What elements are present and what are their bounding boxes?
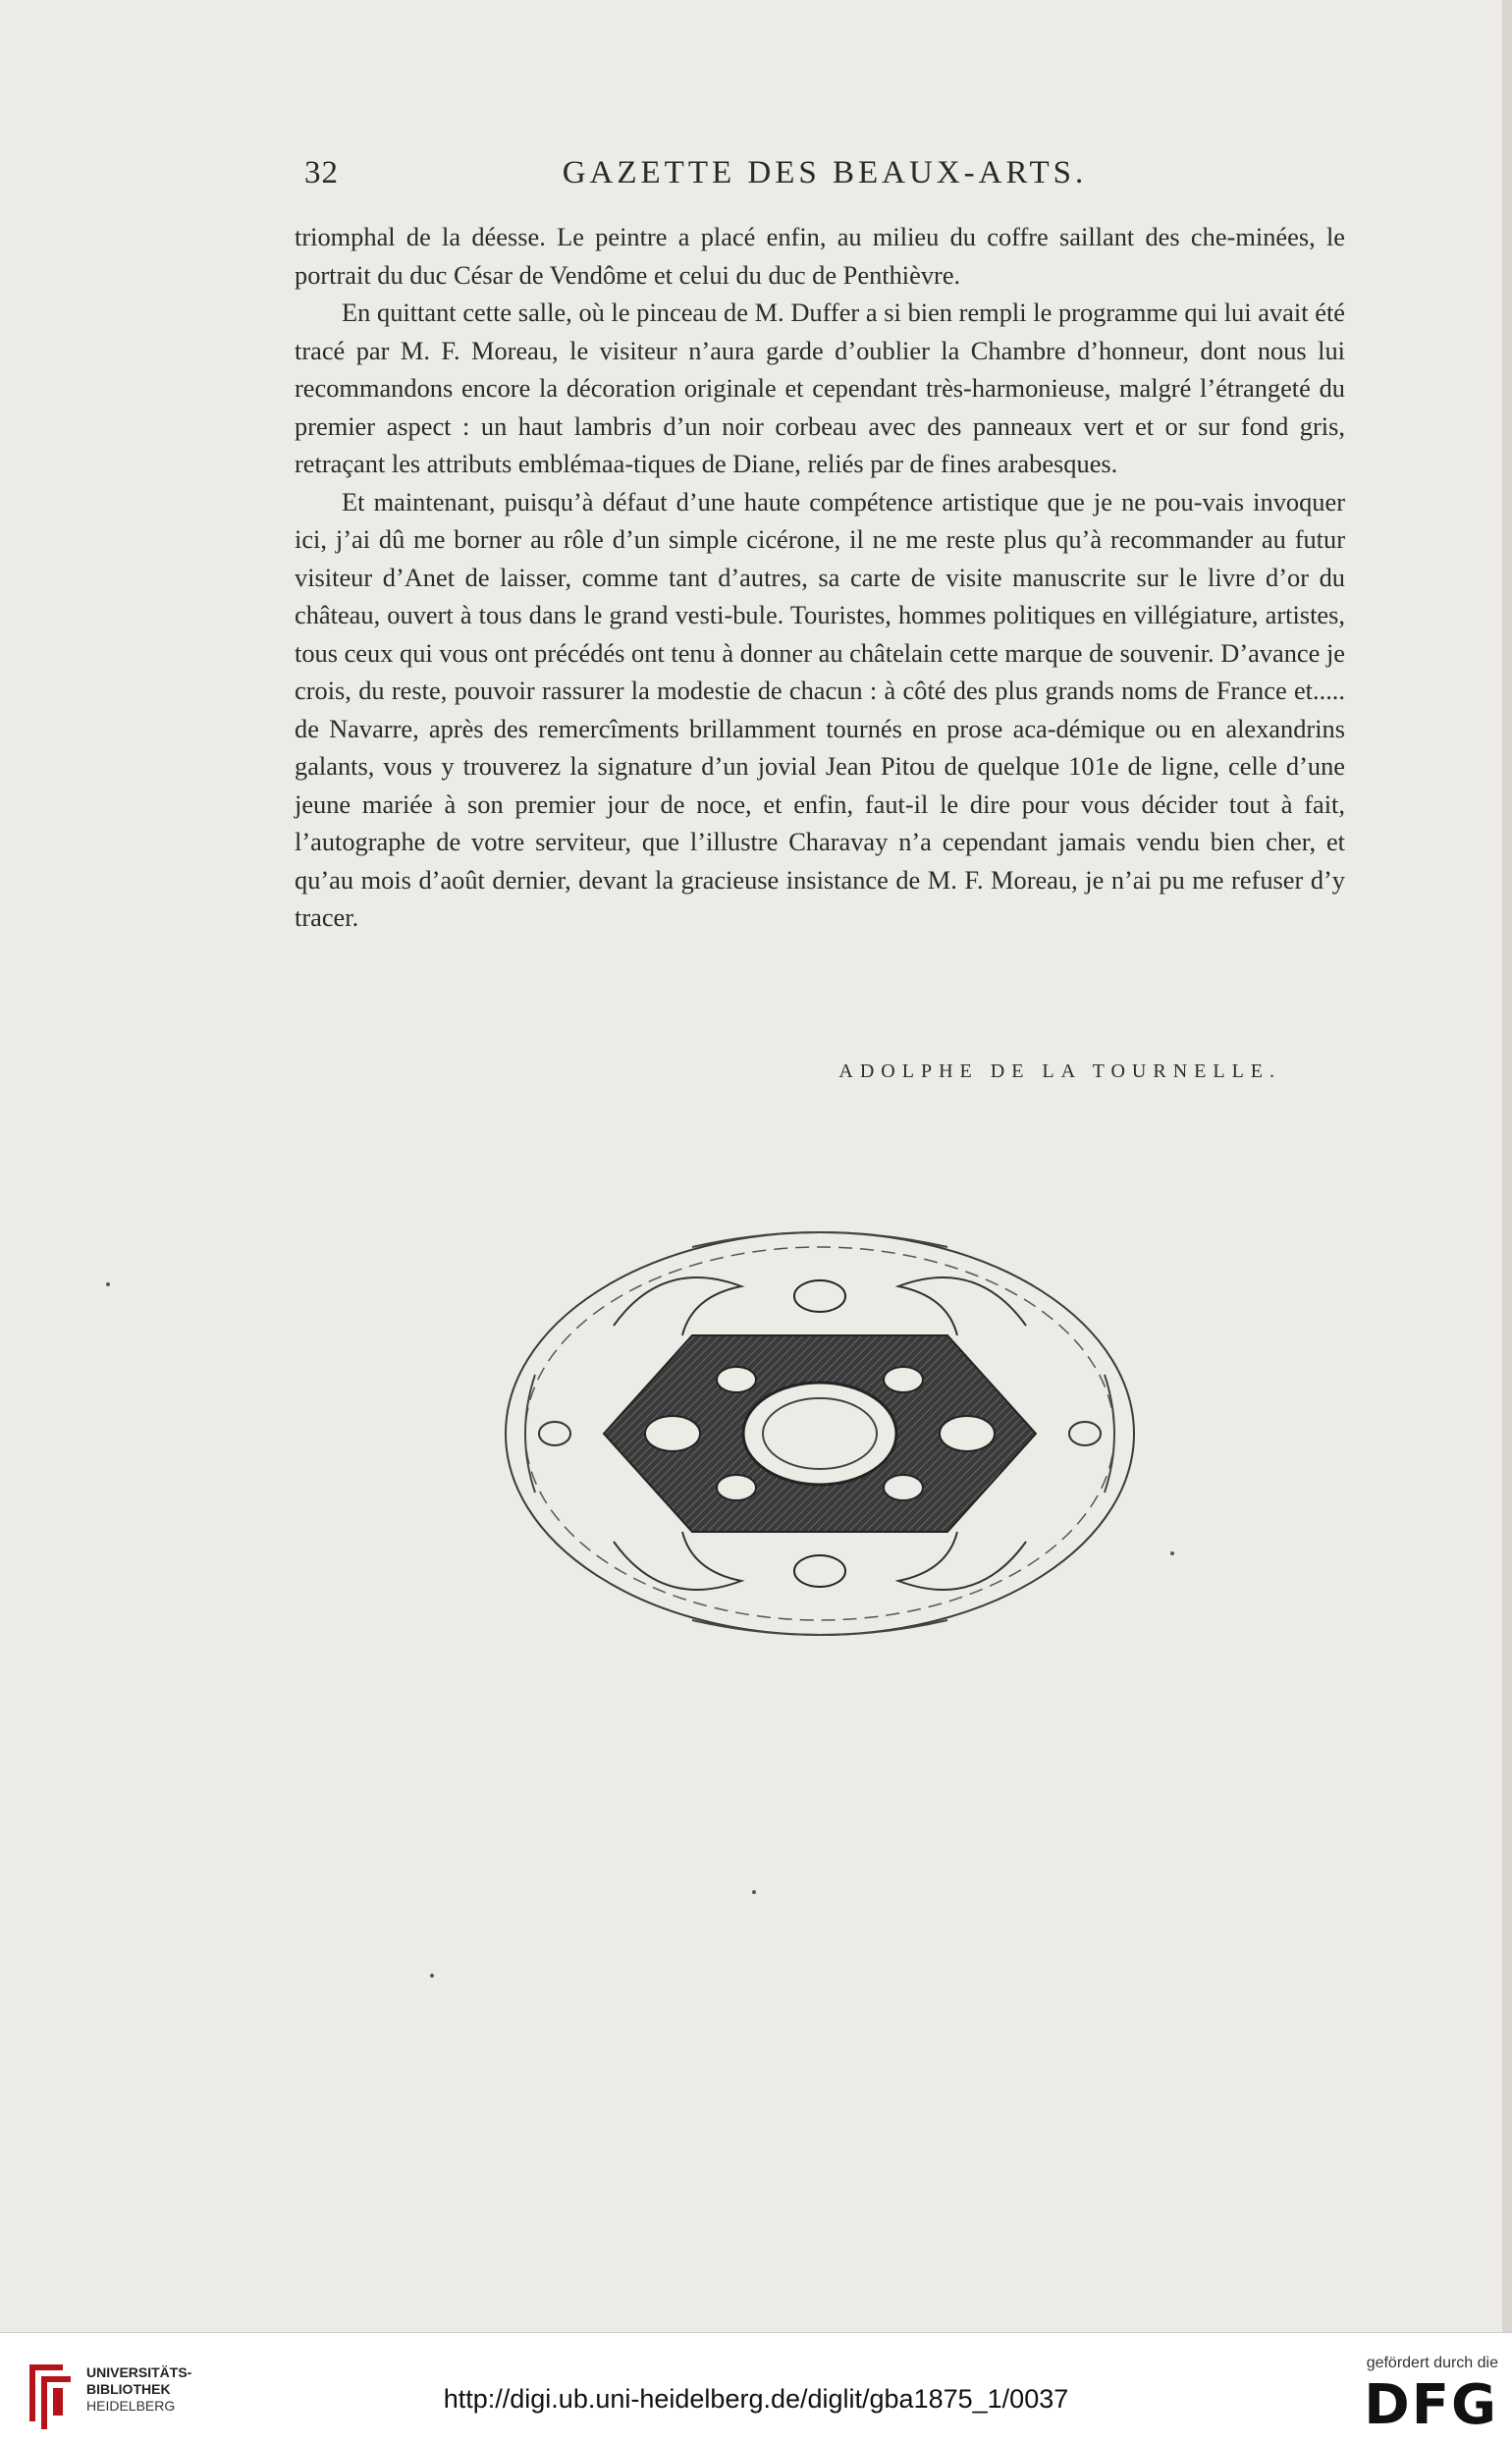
library-line-3: HEIDELBERG (86, 2398, 176, 2414)
running-header (295, 155, 1355, 198)
page-number: 32 (304, 155, 339, 190)
dfg-logo: DFG (1364, 2373, 1498, 2437)
print-speck (752, 1890, 756, 1894)
funding-note: gefördert durch die (1366, 2355, 1498, 2371)
print-speck (430, 1974, 434, 1978)
library-line-2: BIBLIOTHEK (86, 2381, 171, 2397)
ornament-vignette (496, 1218, 1144, 1650)
paragraph-3: Et maintenant, puisqu’à défaut d’une haute compétence artistique que je ne pou-vais invoquer ici, j’ai dû me borner au rôle d’un simple cicérone, il ne me reste plus qu’à recommander au futur visiteur d’Anet de laisser, comme tant d’autres, sa carte de visite manuscrite sur le livre d’or du château, ouvert à tous dans le grand vesti-bule. Touristes, hommes politiques en villégiature, artistes, tous ceux qui vous ont précédés ont tenu à donner au châtelain cette marque de souvenir. D’avance je crois, du reste, pouvoir rassurer la modestie de chacun : à côté des plus grands noms de France et..... de Navarre, après des remercîments brillamment tournés en prose aca-démique ou en alexandrins galants, vous y trouverez la signature d’un jovial Jean Pitou de quelque 101e de ligne, celle d’une jeune mariée à son premier jour de noce, et enfin, faut-il le dire pour vous décider tout à fait, l’autographe de votre serviteur, que l’illustre Charavay n’a cependant jamais vendu bien cher, et qu’au mois d’août dernier, devant la gracieuse insistance de M. F. Moreau, je n’ai pu me refuser d’y tracer. (295, 486, 1345, 932)
print-speck (1170, 1551, 1174, 1555)
page-edge (1502, 0, 1512, 2332)
author-signature: ADOLPHE DE LA TOURNELLE. (838, 1060, 1281, 1082)
digitization-footer (0, 2332, 1512, 2444)
library-line-1: UNIVERSITÄTS- (86, 2364, 192, 2380)
article-body (295, 218, 1345, 937)
print-speck (106, 1282, 110, 1286)
journal-title: GAZETTE DES BEAUX-ARTS. (562, 155, 1088, 190)
funding-credit (1302, 2355, 1498, 2435)
page-url-link[interactable]: http://digi.ub.uni-heidelberg.de/diglit/gba1875_1/0037 (443, 2384, 1069, 2414)
paragraph-2: En quittant cette salle, où le pinceau de M. Duffer a si bien rempli le programme qui lui avait été tracé par M. F. Moreau, le visiteur n’aura garde d’oublier la Chambre d’honneur, dont nous lui recommandons encore la décoration originale et cependant très-harmonieuse, malgré l’étrangeté du premier aspect : un haut lambris d’un noir corbeau avec des panneaux vert et or sur fond gris, retraçant les attributs emblémaa-tiques de Diane, reliés par de fines arabesques. (295, 298, 1345, 478)
paragraph-1: triomphal de la déesse. Le peintre a placé enfin, au milieu du coffre saillant des che-minées, le portrait du duc César de Vendôme et celui du duc de Penthièvre. (295, 222, 1345, 290)
